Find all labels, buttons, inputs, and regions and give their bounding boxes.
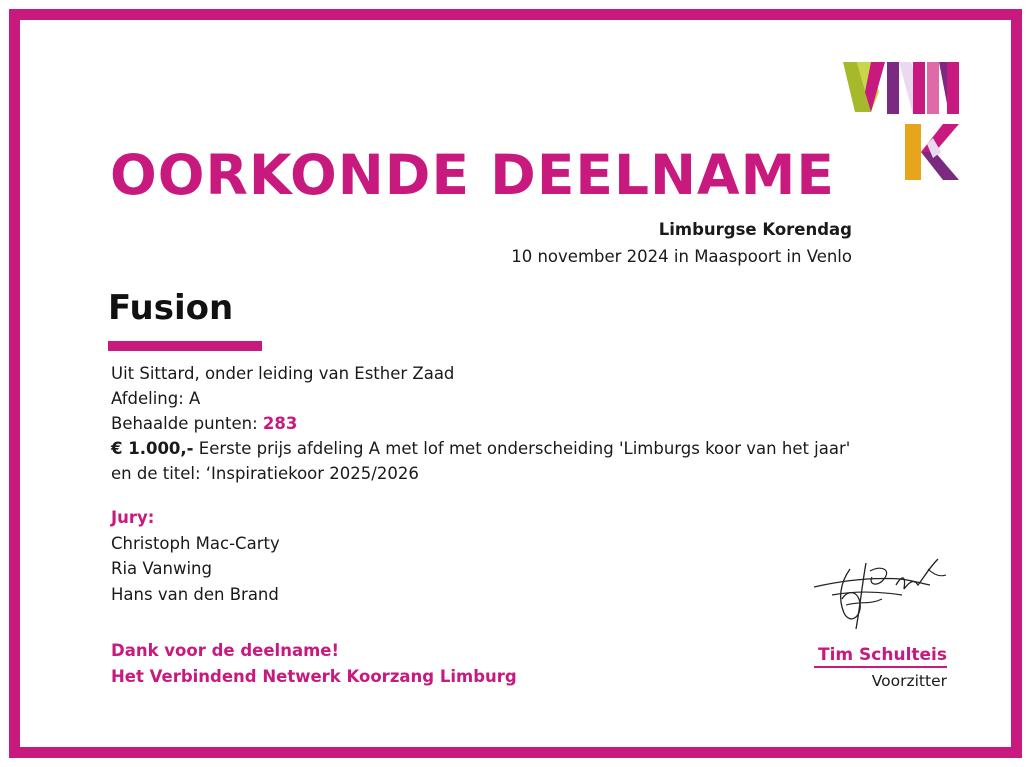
prize-amount: € 1.000,- — [111, 439, 194, 458]
signatory-block — [800, 645, 947, 690]
event-name: Limburgse Korendag — [658, 220, 852, 239]
points-label: Behaalde punten: — [111, 414, 258, 433]
title-line: en de titel: ‘Inspiratiekoor 2025/2026 — [111, 464, 419, 483]
jury-heading: Jury: — [111, 508, 155, 527]
signatory-role: Voorzitter — [871, 672, 947, 690]
division-line: Afdeling: A — [111, 389, 201, 408]
points-line — [111, 411, 850, 436]
choir-underline — [108, 341, 262, 351]
choir-details — [111, 361, 850, 486]
vnk-logo — [843, 62, 961, 182]
signatory-name: Tim Schulteis — [817, 645, 947, 665]
origin-line: Uit Sittard, onder leiding van Esther Zaad — [111, 364, 455, 383]
points-value: 283 — [262, 414, 298, 433]
choir-name: Fusion — [108, 288, 234, 328]
prize-line — [111, 436, 850, 461]
organization-name: Het Verbindend Netwerk Koorzang Limburg — [111, 667, 517, 686]
certificate-title: OORKONDE DEELNAME — [110, 143, 835, 207]
jury-member: Hans van den Brand — [111, 584, 279, 604]
event-info — [480, 216, 852, 270]
jury-member: Christoph Mac-Carty — [111, 533, 280, 553]
signatory-underline — [814, 666, 947, 668]
thanks-text: Dank voor de deelname! — [111, 641, 339, 660]
jury-section — [111, 505, 280, 607]
closing-section — [111, 638, 517, 690]
handwritten-signature — [810, 555, 950, 637]
prize-text: Eerste prijs afdeling A met lof met onderscheiding 'Limburgs koor van het jaar' — [193, 439, 851, 458]
event-date-location: 10 november 2024 in Maaspoort in Venlo — [511, 247, 852, 266]
jury-member: Ria Vanwing — [111, 559, 212, 578]
